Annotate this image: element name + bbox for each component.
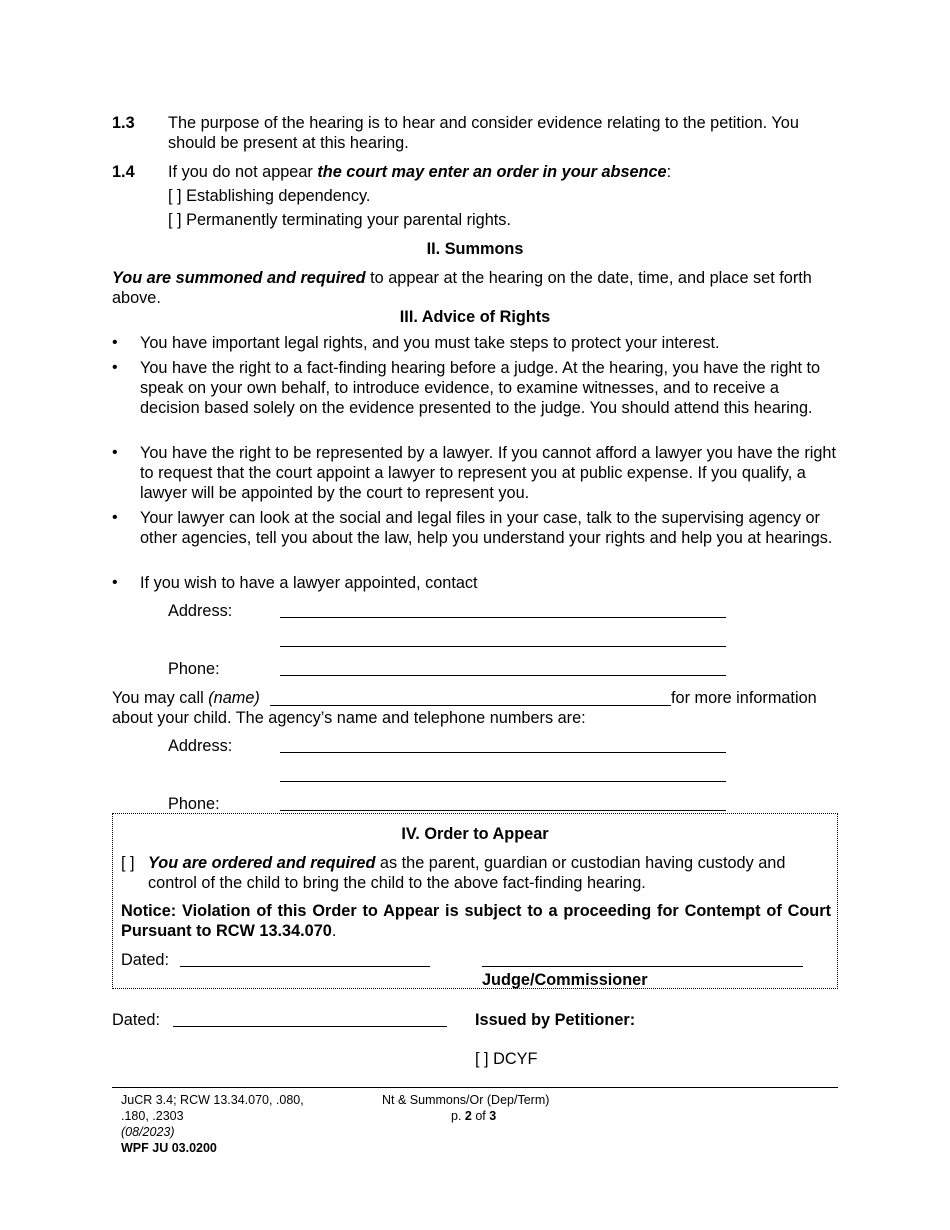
option-establishing-dependency[interactable]: [ ] Establishing dependency. <box>168 187 371 205</box>
lawyer-address-label: Address: <box>168 602 233 620</box>
section-1-3-text: The purpose of the hearing is to hear and consider evidence relating to the petition. You should be present at this hearing. <box>168 114 799 152</box>
rights-bullet-3: You have the right to be represented by a lawyer. If you cannot afford a lawyer you have the right to request that the court appoint a lawyer to represent you at public expense. If you qualify, a lawyer will be appointed by the court to represent you. <box>140 444 837 502</box>
rights-bullet-1: You have important legal rights, and you must take steps to protect your interest. <box>140 334 720 352</box>
rights-bullet-4: Your lawyer can look at the social and legal files in your case, talk to the supervising agency or other agencies, tell you about the law, help you understand your rights and help you at hearings. <box>140 509 833 547</box>
lawyer-address-line-2[interactable] <box>280 646 726 647</box>
section-1-4-emphasis: the court may enter an order in your absence <box>317 163 667 181</box>
footer-citation-1: JuCR 3.4; RCW 13.34.070, .080, <box>121 1093 304 1107</box>
footer-rule <box>112 1087 838 1088</box>
option-terminating-rights[interactable]: [ ] Permanently terminating your parental rights. <box>168 211 511 229</box>
order-emphasis: You are ordered and required <box>148 854 376 872</box>
agency-address-line-2[interactable] <box>280 781 726 782</box>
notice-body: : Violation of this Order to Appear is subject to a proceeding for Contempt of Court Pursuant to RCW 13.34.070 <box>121 902 831 940</box>
dcyf-option[interactable]: [ ] DCYF <box>475 1050 538 1068</box>
notice-end: . <box>331 922 337 940</box>
page-pre: p. <box>451 1109 465 1123</box>
agency-phone-line[interactable] <box>280 810 726 811</box>
summons-emphasis: You are summoned and required <box>112 269 366 287</box>
call-name-line[interactable] <box>270 705 671 706</box>
agency-address-line-1[interactable] <box>280 752 726 753</box>
bullet-1: • <box>112 334 118 351</box>
lawyer-phone-label: Phone: <box>168 660 220 678</box>
call-text-part-1 <box>112 688 260 708</box>
rights-bullet-5: If you wish to have a lawyer appointed, contact <box>140 574 478 592</box>
footer-form-number: WPF JU 03.0200 <box>121 1141 217 1155</box>
notice-label: Notice <box>121 902 171 920</box>
section-number-1-3: 1.3 <box>112 114 135 132</box>
call-pre: You may call <box>112 689 209 707</box>
summons-body: to appear at the hearing on the date, time, and place set forth above. <box>112 269 812 307</box>
issue-dated-label: Dated: <box>112 1011 160 1029</box>
rights-bullet-2: You have the right to a fact-finding hearing before a judge. At the hearing, you have the right to speak on your own behalf, to introduce evidence, to examine witnesses, and to receive a decision based solely on the evidence presented to the judge. You should attend this hearing. <box>140 359 821 417</box>
section-number-1-4: 1.4 <box>112 163 135 181</box>
call-text-part-2: for more information <box>671 689 817 707</box>
footer-page <box>451 1108 496 1124</box>
issued-by-label: Issued by Petitioner: <box>475 1011 636 1029</box>
footer-title: Nt & Summons/Or (Dep/Term) <box>382 1093 550 1107</box>
order-dated-label: Dated: <box>121 951 169 969</box>
judge-label: Judge/Commissioner <box>482 971 648 989</box>
section-1-4-post: : <box>666 163 672 181</box>
section-1-4-pre: If you do not appear <box>168 163 318 181</box>
page-mid: of <box>471 1109 490 1123</box>
bullet-3: • <box>112 444 118 461</box>
summons-heading: II. Summons <box>426 240 524 258</box>
summons-text <box>112 268 838 308</box>
footer-date: (08/2023) <box>121 1125 175 1139</box>
page-number: 2 <box>464 1109 472 1123</box>
order-checkbox[interactable]: [ ] <box>121 854 135 872</box>
order-heading: IV. Order to Appear <box>401 825 549 843</box>
notice-text <box>121 901 831 941</box>
call-name-label: (name) <box>208 689 260 707</box>
rights-heading: III. Advice of Rights <box>399 308 551 326</box>
section-1-4-text <box>168 162 843 182</box>
agency-address-label: Address: <box>168 737 233 755</box>
bullet-4: • <box>112 509 118 526</box>
bullet-5: • <box>112 574 118 591</box>
order-body: as the parent, guardian or custodian having custody and control of the child to bring the child to the above fact-finding hearing. <box>148 854 786 892</box>
footer-citation-2: .180, .2303 <box>121 1109 184 1123</box>
lawyer-phone-line[interactable] <box>280 675 726 676</box>
judge-signature-line[interactable] <box>482 966 803 967</box>
bullet-2: • <box>112 359 118 376</box>
order-text <box>148 853 828 893</box>
lawyer-address-line-1[interactable] <box>280 617 726 618</box>
page-total: 3 <box>489 1109 497 1123</box>
order-dated-line[interactable] <box>180 966 430 967</box>
agency-phone-label: Phone: <box>168 795 220 813</box>
call-text-line-2: about your child. The agency’s name and telephone numbers are: <box>112 709 586 727</box>
issue-dated-line[interactable] <box>173 1026 447 1027</box>
